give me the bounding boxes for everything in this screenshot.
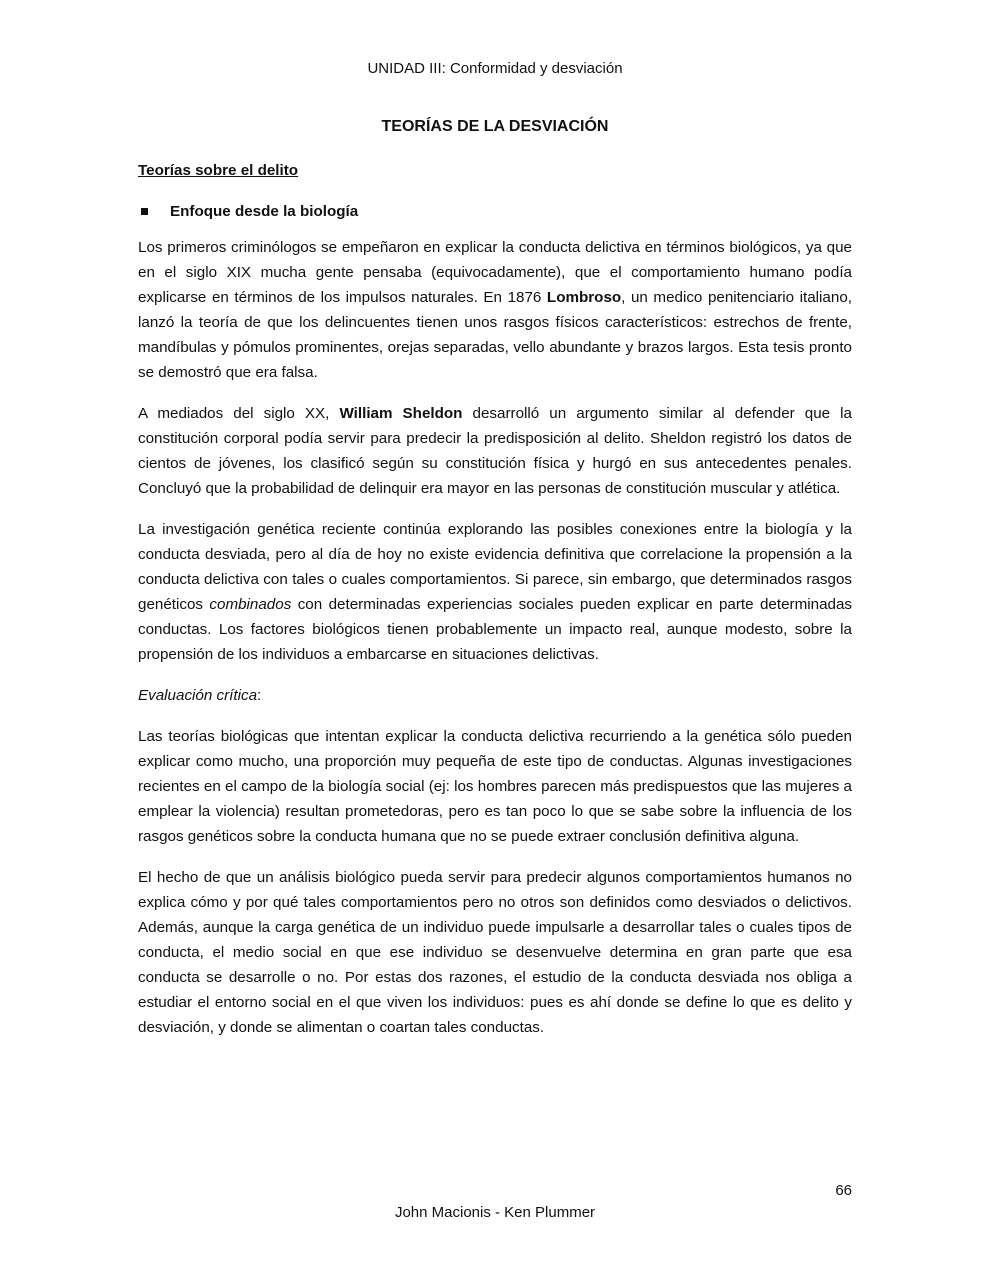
paragraph-critique-1: Las teorías biológicas que intentan explicar la conducta delictiva recurriendo a la genética sólo pueden explicar como mucho, una proporción muy pequeña de este tipo de conductas. Algunas investigaciones recientes en el campo de la biología social (ej: los hombres parecen más predispuestos que las mujeres a emplear la violencia) resultan prometedoras, pero es tan poco lo que se sabe sobre la influencia de los rasgos genéticos sobre la conducta humana que no se puede extraer conclusión definitiva alguna.: [138, 728, 852, 845]
section-heading: Teorías sobre el delito: [138, 162, 299, 179]
paragraph-text: con determinadas experiencias sociales pueden explicar en parte determinadas conductas. Los factores biológicos tienen probablemente un impacto real, aunque modesto, sobre la propensión de los individuos a embarcarse en situaciones delictivas.: [138, 596, 852, 663]
paragraph-text: , un medico penitenciario italiano, lanzó la teoría de que los delincuentes tienen unos rasgos físicos característicos: estrechos de frente, mandíbulas y pómulos prominentes, orejas separadas, vello abundante y brazos largos. Esta tesis pronto se demostró que era falsa.: [138, 289, 852, 381]
page-number: 66: [835, 1182, 852, 1199]
paragraph-lombroso: [138, 235, 852, 385]
paragraph-sheldon: [138, 401, 852, 501]
paragraph-text: A mediados del siglo XX,: [138, 405, 340, 422]
page-title: TEORÍAS DE LA DESVIACIÓN: [381, 118, 609, 135]
bold-name-lombroso: Lombroso: [546, 289, 622, 306]
bold-name-sheldon: William Sheldon: [339, 405, 463, 422]
paragraph-genetics: [138, 517, 852, 667]
paragraph-text: Los primeros criminólogos se empeñaron en explicar la conducta delictiva en términos biológicos, ya que en el siglo XIX mucha gente pensaba (equivocadamente), que el comportamiento humano podía explicarse en términos de los impulsos naturales. En 1876: [138, 239, 852, 306]
evaluation-label: Evaluación crítica: [138, 687, 258, 704]
square-bullet-icon: [141, 208, 148, 215]
evaluation-heading: [138, 683, 852, 708]
evaluation-colon: :: [257, 687, 262, 704]
footer-authors: John Macionis - Ken Plummer: [394, 1204, 596, 1221]
italic-term: combinados: [209, 596, 292, 613]
running-header: UNIDAD III: Conformidad y desviación: [367, 60, 623, 77]
paragraph-critique-2: El hecho de que un análisis biológico pueda servir para predecir algunos comportamientos humanos no explica cómo y por qué tales comportamientos pero no otros son definidos como desviados o delictivos. Además, aunque la carga genética de un individuo puede impulsarle a desarrollar tales o cuales tipos de conducta, el medio social en que ese individuo se desenvuelve determina en gran parte que esa conducta se desarrolle o no. Por estas dos razones, el estudio de la conducta desviada nos obliga a estudiar el entorno social en el que viven los individuos: pues es ahí donde se define lo que es delito y desviación, y donde se alimentan o coartan tales conductas.: [138, 869, 852, 1036]
paragraph-text: desarrolló un argumento similar al defender que la constitución corporal podía servir para predecir la predisposición al delito. Sheldon registró los datos de cientos de jóvenes, los clasificó según su constitución física y hurgó en sus antecedentes penales. Concluyó que la probabilidad de delinquir era mayor en las personas de constitución muscular y atlética.: [138, 405, 852, 497]
page-content: [138, 115, 852, 1056]
paragraph-text: La investigación genética reciente continúa explorando las posibles conexiones entre la biología y la conducta desviada, pero al día de hoy no existe evidencia definitiva que correlacione la propensión a la conducta delictiva con tales o cuales comportamientos. Si parece, sin embargo, que determinados rasgos genéticos: [138, 521, 852, 613]
bullet-heading: [138, 199, 852, 224]
bullet-heading-label: Enfoque desde la biología: [170, 203, 359, 220]
